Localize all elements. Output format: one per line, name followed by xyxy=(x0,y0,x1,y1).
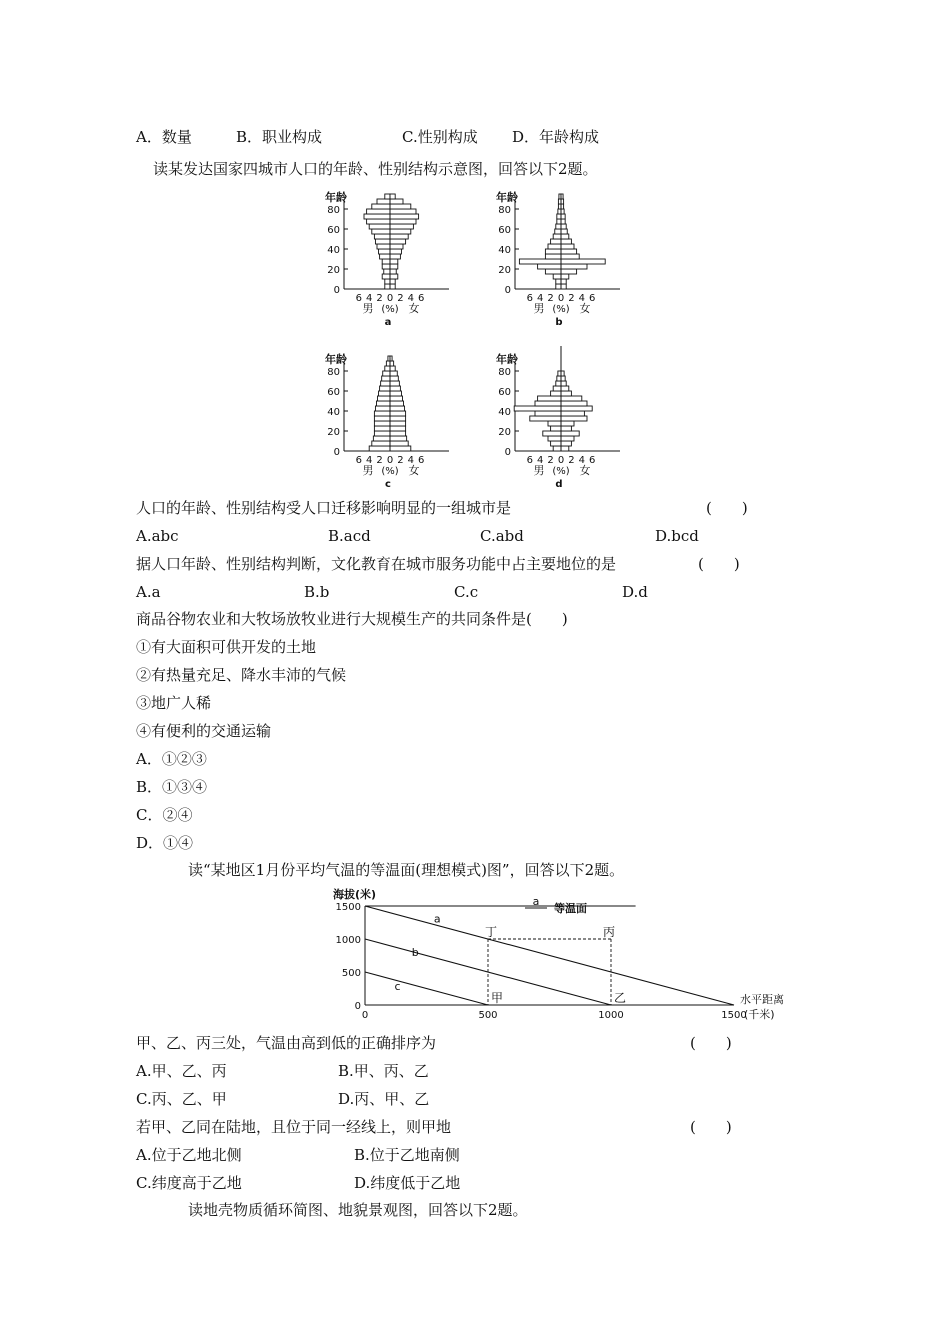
option-b: B．职业构成 xyxy=(236,128,323,146)
pyramid-bar-female xyxy=(561,441,571,446)
pyramid-bar-male xyxy=(382,274,390,279)
pyramid-bar-male xyxy=(382,264,390,269)
pyramid-bar-male xyxy=(373,436,390,441)
pyramid-bar-female xyxy=(561,416,587,421)
pyramid-bar-female xyxy=(390,219,416,224)
q2-option-b: B.b xyxy=(304,583,330,601)
pyramid-bar-male xyxy=(545,249,561,254)
pyramid-bar-female xyxy=(390,421,406,426)
pyramid-bar-female xyxy=(390,371,397,376)
q4-option-d: D.丙、甲、乙 xyxy=(338,1090,430,1108)
pyramid-bar-male xyxy=(535,411,561,416)
pyramid-bar-male xyxy=(545,254,561,259)
pyramid-bar-female xyxy=(390,441,408,446)
q5-option-a: A.位于乙地北侧 xyxy=(136,1146,242,1164)
pyramid-y-tick-label: 80 xyxy=(327,367,340,378)
pyramid-bar-male xyxy=(374,426,390,431)
pyramid-bar-female xyxy=(561,229,567,234)
q2-option-a: A.a xyxy=(136,583,161,601)
pyramid-x-tick-label: 0 xyxy=(386,455,394,466)
pyramid-bar-male xyxy=(369,446,390,451)
intro-population: 读某发达国家四城市人口的年龄、性别结构示意图，回答以下2题。 xyxy=(153,160,598,178)
pyramid-x-tick-label: 2 xyxy=(547,293,554,304)
pyramid-bar-male xyxy=(377,244,390,249)
pyramid-y-tick-label: 20 xyxy=(498,427,511,438)
pyramid-bar-female xyxy=(561,381,566,386)
pyramid-unit-label: (%) xyxy=(381,466,399,477)
pyramid-bar-male xyxy=(556,224,561,229)
pyramid-bar-female xyxy=(561,284,566,289)
pyramid-bar-female xyxy=(390,224,413,229)
pyramid-bar-female xyxy=(561,254,579,259)
pyramid-bar-male xyxy=(382,376,390,381)
pyramid-bar-male xyxy=(372,204,390,209)
point-yi: 乙 xyxy=(614,991,627,1005)
pyramid-bar-female xyxy=(390,361,394,366)
pyramid-bar-male xyxy=(380,254,390,259)
pyramid-y-tick-label: 80 xyxy=(498,367,511,378)
q3-item-4: ④有便利的交通运输 xyxy=(136,722,272,740)
pyramid-y-tick-label: 60 xyxy=(327,225,340,236)
pyramid-bar-female xyxy=(390,204,411,209)
pyramid-bar-male xyxy=(556,284,561,289)
pyramid-bar-male xyxy=(384,269,390,274)
pyramid-y-tick-label: 40 xyxy=(327,407,340,418)
q2-stem: 据人口年龄、性别结构判断，文化教育在城市服务功能中占主要地位的是 xyxy=(136,555,617,573)
pyramid-female-label: 女 xyxy=(408,302,420,315)
pyramid-bar-female xyxy=(390,199,403,204)
pyramid-bar-female xyxy=(561,396,582,401)
pyramid-bar-female xyxy=(561,269,577,274)
pyramid-bar-male xyxy=(556,381,561,386)
q3-option-b: B．①③④ xyxy=(136,778,208,796)
q1-stem: 人口的年龄、性别结构受人口迁移影响明显的一组城市是 xyxy=(136,499,512,517)
pyramid-age-label: 年龄 xyxy=(496,353,518,366)
pyramid-x-tick-label: 6 xyxy=(526,293,533,304)
pyramid-bar-male xyxy=(551,441,561,446)
pyramid-bar-female xyxy=(390,381,399,386)
q3-option-c: C．②④ xyxy=(136,806,193,824)
pyramid-bar-female xyxy=(390,396,402,401)
pyramid-x-tick-label: 6 xyxy=(355,455,362,466)
q3-option-a: A．①②③ xyxy=(136,750,207,768)
pyramid-bar-female xyxy=(390,194,395,199)
pyramid-bar-male xyxy=(374,431,390,436)
pyramid-bar-female xyxy=(390,209,416,214)
pyramid-bar-male xyxy=(374,411,390,416)
pyramid-name: b xyxy=(555,317,563,328)
legend-symbol: a xyxy=(532,895,540,908)
pyramid-y-tick-label: 60 xyxy=(498,387,511,398)
pyramid-bar-male xyxy=(557,376,561,381)
pyramid-bar-male xyxy=(372,441,390,446)
pyramid-x-tick-label: 2 xyxy=(568,293,575,304)
pyramid-bar-male xyxy=(385,194,390,199)
pyramid-y-tick-label: 20 xyxy=(498,265,511,276)
pyramid-x-tick-label: 2 xyxy=(376,293,383,304)
q1-option-c: C.abd xyxy=(480,527,524,545)
pyramid-female-label: 女 xyxy=(579,302,591,315)
pyramid-bar-female xyxy=(390,416,406,421)
q3-item-1: ①有大面积可供开发的土地 xyxy=(136,638,317,656)
pyramid-b xyxy=(496,190,620,328)
pyramid-bar-male xyxy=(386,361,390,366)
pyramid-bar-male xyxy=(553,446,561,451)
pyramid-age-label: 年龄 xyxy=(325,353,347,366)
pyramid-bar-male xyxy=(535,401,561,406)
pyramid-bar-female xyxy=(390,259,398,264)
legend-text: 等温面 xyxy=(554,902,587,915)
pyramid-bar-male xyxy=(538,264,561,269)
pyramid-x-tick-label: 0 xyxy=(557,455,565,466)
pyramid-bar-male xyxy=(385,284,390,289)
pyramid-bar-female xyxy=(390,376,398,381)
isotherm-x-tick-label: 1500 xyxy=(721,1010,747,1021)
pyramid-bar-female xyxy=(561,259,605,264)
pyramid-bar-female xyxy=(390,436,407,441)
population-pyramid-figure xyxy=(300,186,650,496)
q5-option-d: D.纬度低于乙地 xyxy=(354,1174,461,1192)
point-bing: 丙 xyxy=(603,925,616,939)
pyramid-y-tick-label: 0 xyxy=(504,285,511,296)
pyramid-y-tick-label: 0 xyxy=(333,447,340,458)
q1-option-d: D.bcd xyxy=(655,527,699,545)
pyramid-x-tick-label: 6 xyxy=(589,455,596,466)
q2-option-c: C.c xyxy=(454,583,479,601)
pyramid-bar-male xyxy=(553,386,561,391)
pyramid-x-tick-label: 0 xyxy=(386,293,394,304)
pyramid-x-tick-label: 2 xyxy=(547,455,554,466)
pyramid-bar-male xyxy=(557,214,561,219)
pyramid-x-tick-label: 4 xyxy=(407,293,414,304)
pyramid-bar-male xyxy=(551,426,561,431)
pyramid-y-tick-label: 80 xyxy=(327,205,340,216)
pyramid-bar-male xyxy=(551,391,561,396)
q5-answer-blank: ( ) xyxy=(690,1118,732,1136)
pyramid-bar-male xyxy=(374,234,390,239)
pyramid-male-label: 男 xyxy=(533,464,545,477)
pyramid-bar-female xyxy=(561,239,571,244)
pyramid-bar-male xyxy=(519,259,561,264)
pyramid-x-tick-label: 4 xyxy=(537,293,544,304)
point-jia: 甲 xyxy=(491,991,504,1005)
pyramid-bar-female xyxy=(561,411,584,416)
isotherm-y-tick-label: 1500 xyxy=(335,902,361,913)
pyramid-bar-female xyxy=(561,436,574,441)
isotherm-label-a: a xyxy=(433,912,441,926)
pyramid-bar-female xyxy=(390,426,406,431)
intro-isotherm: 读“某地区1月份平均气温的等温面(理想模式)图”，回答以下2题。 xyxy=(188,861,625,879)
pyramid-bar-female xyxy=(561,446,569,451)
pyramid-y-tick-label: 0 xyxy=(333,285,340,296)
pyramid-bar-male xyxy=(553,274,561,279)
q3-stem: 商品谷物农业和大牧场放牧业进行大规模生产的共同条件是( ) xyxy=(136,610,568,628)
pyramid-age-label: 年龄 xyxy=(325,191,347,204)
pyramid-unit-label: (%) xyxy=(552,304,570,315)
pyramid-bar-male xyxy=(372,229,390,234)
pyramid-name: a xyxy=(384,317,392,328)
isotherm-x-tick-label: 500 xyxy=(478,1010,498,1021)
pyramid-bar-female xyxy=(561,426,571,431)
pyramid-bar-female xyxy=(390,401,404,406)
pyramid-bar-female xyxy=(561,264,587,269)
pyramid-bar-male xyxy=(555,229,561,234)
pyramid-x-tick-label: 6 xyxy=(589,293,596,304)
pyramid-bar-female xyxy=(390,279,395,284)
isotherm-x-title: 水平距离 xyxy=(740,993,784,1006)
pyramid-x-tick-label: 6 xyxy=(418,455,425,466)
isotherm-y-tick-label: 0 xyxy=(354,1001,361,1012)
isotherm-surface-a xyxy=(365,906,734,1005)
pyramid-bar-male xyxy=(545,269,561,274)
pyramid-x-tick-label: 4 xyxy=(366,455,373,466)
pyramid-unit-label: (%) xyxy=(381,304,399,315)
pyramid-bar-male xyxy=(379,249,390,254)
pyramid-y-tick-label: 0 xyxy=(504,447,511,458)
pyramid-bar-female xyxy=(561,249,577,254)
pyramid-bar-male xyxy=(385,366,390,371)
pyramid-female-label: 女 xyxy=(408,464,420,477)
pyramid-bar-female xyxy=(390,386,400,391)
pyramid-bar-female xyxy=(390,249,401,254)
pyramid-y-tick-label: 20 xyxy=(327,265,340,276)
pyramid-age-label: 年龄 xyxy=(496,191,518,204)
pyramid-bar-female xyxy=(561,234,569,239)
q4-option-c: C.丙、乙、甲 xyxy=(136,1090,227,1108)
pyramid-bar-male xyxy=(557,219,561,224)
pyramid-bar-female xyxy=(561,376,565,381)
pyramid-bar-male xyxy=(369,224,390,229)
pyramid-bar-male xyxy=(556,279,561,284)
pyramid-bar-male xyxy=(383,371,390,376)
pyramid-bar-female xyxy=(390,214,419,219)
q1-option-b: B.acd xyxy=(328,527,371,545)
isotherm-label-c: c xyxy=(394,979,401,993)
pyramid-bar-female xyxy=(561,214,565,219)
pyramid-male-label: 男 xyxy=(533,302,545,315)
isotherm-x-unit: (千米) xyxy=(744,1008,775,1021)
pyramid-bar-female xyxy=(390,411,406,416)
pyramid-x-tick-label: 4 xyxy=(366,293,373,304)
pyramid-a xyxy=(325,190,449,328)
pyramid-x-tick-label: 6 xyxy=(526,455,533,466)
pyramid-bar-male xyxy=(548,244,561,249)
pyramid-bar-female xyxy=(561,224,566,229)
pyramid-bar-male xyxy=(367,219,390,224)
q4-answer-blank: ( ) xyxy=(690,1034,732,1052)
pyramid-bar-female xyxy=(390,229,411,234)
option-c: C.性别构成 xyxy=(402,128,478,146)
pyramid-bar-female xyxy=(390,366,395,371)
pyramid-y-tick-label: 40 xyxy=(498,245,511,256)
q4-option-b: B.甲、丙、乙 xyxy=(338,1062,429,1080)
pyramid-bar-male xyxy=(377,199,390,204)
q5-option-c: C.纬度高于乙地 xyxy=(136,1174,242,1192)
option-a: A．数量 xyxy=(136,128,192,146)
isotherm-figure xyxy=(325,886,784,1026)
pyramid-bar-female xyxy=(561,244,574,249)
pyramid-bar-female xyxy=(561,219,565,224)
isotherm-label-b: b xyxy=(411,946,419,960)
pyramid-bar-female xyxy=(561,386,569,391)
pyramid-bar-female xyxy=(390,431,406,436)
pyramid-bar-female xyxy=(390,284,395,289)
pyramid-bar-female xyxy=(390,391,401,396)
pyramid-bar-female xyxy=(390,254,400,259)
pyramid-bar-male xyxy=(530,416,561,421)
pyramid-bar-male xyxy=(382,259,390,264)
pyramid-bar-male xyxy=(364,214,390,219)
pyramid-x-tick-label: 2 xyxy=(568,455,575,466)
pyramid-y-tick-label: 60 xyxy=(327,387,340,398)
pyramid-x-tick-label: 4 xyxy=(578,293,585,304)
pyramid-bar-female xyxy=(561,391,571,396)
pyramid-bar-female xyxy=(561,431,579,436)
pyramid-bar-male xyxy=(367,209,390,214)
q4-stem: 甲、乙、丙三处，气温由高到低的正确排序为 xyxy=(136,1034,437,1052)
pyramid-bar-male xyxy=(538,396,561,401)
pyramid-bar-male xyxy=(551,239,561,244)
q5-stem: 若甲、乙同在陆地，且位于同一经线上，则甲地 xyxy=(136,1118,452,1136)
isotherm-surface-c xyxy=(365,972,488,1005)
isotherm-x-origin-label: 0 xyxy=(361,1010,369,1021)
q1-answer-blank: ( ) xyxy=(706,499,748,517)
pyramid-bar-female xyxy=(561,401,587,406)
isotherm-y-tick-label: 1000 xyxy=(335,935,361,946)
pyramid-bar-male xyxy=(543,431,561,436)
pyramid-bar-female xyxy=(390,406,405,411)
pyramid-x-tick-label: 2 xyxy=(376,455,383,466)
pyramid-female-label: 女 xyxy=(579,464,591,477)
pyramid-bar-male xyxy=(385,279,390,284)
pyramid-bar-male xyxy=(548,421,561,426)
pyramid-bar-male xyxy=(374,416,390,421)
pyramid-bar-male xyxy=(378,396,390,401)
pyramid-y-tick-label: 80 xyxy=(498,205,511,216)
pyramid-bar-male xyxy=(379,391,390,396)
pyramid-x-tick-label: 2 xyxy=(397,293,404,304)
pyramid-male-label: 男 xyxy=(362,464,374,477)
intro-rock-cycle: 读地壳物质循环简图、地貌景观图，回答以下2题。 xyxy=(188,1201,528,1219)
pyramid-bar-male xyxy=(553,234,561,239)
isotherm-y-tick-label: 500 xyxy=(341,968,361,979)
pyramid-unit-label: (%) xyxy=(552,466,570,477)
pyramid-bar-female xyxy=(561,279,566,284)
q2-option-d: D.d xyxy=(622,583,648,601)
q1-option-a: A.abc xyxy=(136,527,179,545)
pyramid-bar-male xyxy=(375,239,390,244)
pyramid-bar-female xyxy=(390,264,398,269)
pyramid-y-tick-label: 40 xyxy=(498,407,511,418)
pyramid-x-tick-label: 4 xyxy=(407,455,414,466)
pyramid-name: c xyxy=(385,479,391,490)
pyramid-x-tick-label: 6 xyxy=(355,293,362,304)
pyramid-c xyxy=(325,352,449,490)
isotherm-x-tick-label: 1000 xyxy=(598,1010,624,1021)
pyramid-d xyxy=(496,346,620,490)
pyramid-bar-male xyxy=(548,436,561,441)
q3-option-d: D．①④ xyxy=(136,834,194,852)
q3-item-2: ②有热量充足、降水丰沛的气候 xyxy=(136,666,347,684)
point-ding: 丁 xyxy=(485,925,498,939)
pyramid-x-tick-label: 4 xyxy=(578,455,585,466)
pyramid-x-tick-label: 4 xyxy=(537,455,544,466)
isotherm-y-title: 海拔(米) xyxy=(333,888,377,901)
pyramid-bar-male xyxy=(381,381,390,386)
pyramid-y-tick-label: 60 xyxy=(498,225,511,236)
pyramid-y-tick-label: 40 xyxy=(327,245,340,256)
pyramid-bar-female xyxy=(390,234,408,239)
pyramid-bar-male xyxy=(376,401,390,406)
pyramid-bar-female xyxy=(390,239,406,244)
option-d: D．年龄构成 xyxy=(512,128,600,146)
pyramid-bar-female xyxy=(561,274,569,279)
pyramid-x-tick-label: 0 xyxy=(557,293,565,304)
pyramid-bar-female xyxy=(390,446,411,451)
pyramid-x-tick-label: 6 xyxy=(418,293,425,304)
pyramid-bar-female xyxy=(390,269,396,274)
pyramid-name: d xyxy=(555,479,563,490)
q3-item-3: ③地广人稀 xyxy=(136,694,212,712)
pyramid-bar-female xyxy=(561,421,574,426)
pyramid-x-tick-label: 2 xyxy=(397,455,404,466)
pyramid-bar-male xyxy=(374,421,390,426)
q2-answer-blank: ( ) xyxy=(698,555,740,573)
pyramid-male-label: 男 xyxy=(362,302,374,315)
pyramid-bar-female xyxy=(390,244,403,249)
pyramid-bar-female xyxy=(561,406,592,411)
pyramid-bar-male xyxy=(375,406,390,411)
pyramid-bar-male xyxy=(380,386,390,391)
q5-option-b: B.位于乙地南侧 xyxy=(354,1146,460,1164)
pyramid-bar-female xyxy=(390,274,398,279)
pyramid-y-tick-label: 20 xyxy=(327,427,340,438)
q4-option-a: A.甲、乙、丙 xyxy=(136,1062,227,1080)
pyramid-bar-male xyxy=(514,406,561,411)
